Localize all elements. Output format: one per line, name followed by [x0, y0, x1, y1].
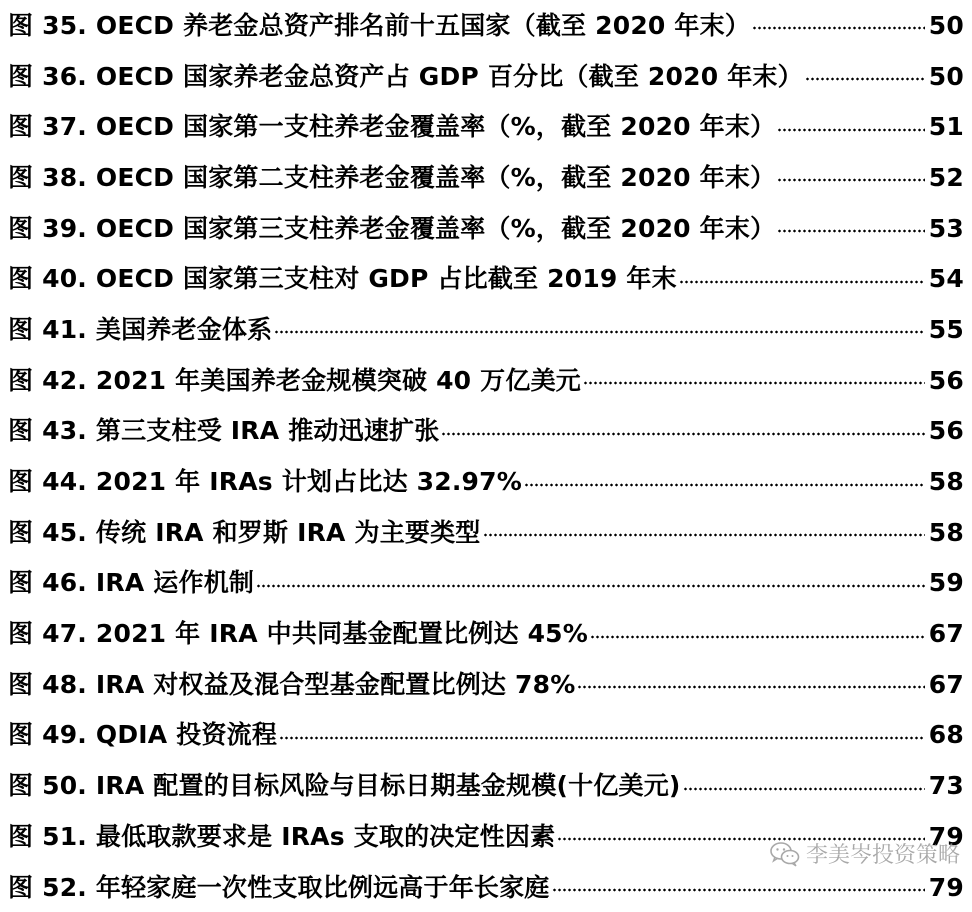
toc-entry[interactable] [8, 51, 964, 102]
toc-entry-page: 58 [928, 517, 964, 547]
dot-leader [583, 381, 925, 385]
toc-entry[interactable] [8, 608, 964, 659]
dot-leader [777, 229, 925, 233]
dot-leader [279, 736, 925, 740]
toc-entry-page: 52 [928, 162, 964, 192]
dot-leader [777, 178, 925, 182]
toc-entry-page: 79 [928, 872, 964, 902]
toc-entry-title: 图 36. OECD 国家养老金总资产占 GDP 百分比（截至 2020 年末） [8, 61, 803, 91]
toc-entry[interactable] [8, 558, 964, 609]
toc-entry-title: 图 40. OECD 国家第三支柱对 GDP 占比截至 2019 年末 [8, 264, 677, 294]
toc-entry-title: 图 37. OECD 国家第一支柱养老金覆盖率（%，截至 2020 年末） [8, 112, 776, 142]
dot-leader [752, 26, 925, 30]
toc-entry-title: 图 41. 美国养老金体系 [8, 314, 273, 344]
dot-leader [441, 432, 924, 436]
toc-entry-title: 图 39. OECD 国家第三支柱养老金覆盖率（%，截至 2020 年末） [8, 213, 776, 243]
dot-leader [777, 128, 925, 132]
toc-entry-page: 58 [928, 467, 964, 497]
toc-entry-page: 50 [928, 61, 964, 91]
toc-entry-title: 图 52. 年轻家庭一次性支取比例远高于年长家庭 [8, 872, 550, 902]
toc-entry[interactable] [8, 406, 964, 457]
toc-entry[interactable] [8, 710, 964, 761]
toc-entry-page: 55 [928, 314, 964, 344]
toc-entry-page: 54 [928, 264, 964, 294]
dot-leader [274, 330, 925, 334]
toc-entry-page: 56 [928, 365, 964, 395]
toc-entry[interactable] [8, 456, 964, 507]
toc-entry-page: 73 [928, 771, 964, 801]
dot-leader [679, 280, 925, 284]
toc-entry-page: 50 [928, 10, 964, 40]
toc-entry-title: 图 42. 2021 年美国养老金规模突破 40 万亿美元 [8, 365, 581, 395]
dot-leader [557, 837, 925, 841]
toc-entry-page: 51 [928, 112, 964, 142]
toc-entry-title: 图 49. QDIA 投资流程 [8, 720, 278, 750]
toc-entry[interactable] [8, 659, 964, 710]
toc-entry[interactable] [8, 304, 964, 355]
watermark-text: 李美岑投资策略 [805, 843, 960, 868]
dot-leader [552, 888, 925, 892]
toc-entry-page: 68 [928, 720, 964, 750]
dot-leader [683, 787, 925, 791]
toc-entry[interactable] [8, 203, 964, 254]
toc-entry-title: 图 44. 2021 年 IRAs 计划占比达 32.97% [8, 467, 522, 497]
dot-leader [483, 533, 925, 537]
toc-entry-page: 56 [928, 416, 964, 446]
toc-entry-page: 59 [928, 568, 964, 598]
toc-entry-title: 图 46. IRA 运作机制 [8, 568, 255, 598]
toc-entry[interactable] [8, 101, 964, 152]
toc-entry[interactable] [8, 355, 964, 406]
figure-index-list [8, 0, 964, 912]
toc-entry[interactable] [8, 253, 964, 304]
toc-entry-title: 图 51. 最低取款要求是 IRAs 支取的决定性因素 [8, 821, 556, 851]
toc-entry-title: 图 47. 2021 年 IRA 中共同基金配置比例达 45% [8, 619, 589, 649]
toc-entry-page: 67 [928, 669, 964, 699]
toc-entry-page: 53 [928, 213, 964, 243]
toc-entry[interactable] [8, 862, 964, 912]
toc-entry-title: 图 50. IRA 配置的目标风险与目标日期基金规模(十亿美元) [8, 771, 681, 801]
dot-leader [256, 584, 925, 588]
toc-entry-title: 图 38. OECD 国家第二支柱养老金覆盖率（%，截至 2020 年末） [8, 162, 776, 192]
toc-entry-title: 图 43. 第三支柱受 IRA 推动迅速扩张 [8, 416, 440, 446]
toc-entry-title: 图 45. 传统 IRA 和罗斯 IRA 为主要类型 [8, 517, 481, 547]
toc-entry-page: 67 [928, 619, 964, 649]
toc-entry-title: 图 35. OECD 养老金总资产排名前十五国家（截至 2020 年末） [8, 10, 751, 40]
dot-leader [805, 77, 925, 81]
dot-leader [524, 483, 925, 487]
toc-entry[interactable] [8, 507, 964, 558]
toc-entry-page: 79 [928, 821, 964, 851]
dot-leader [577, 685, 924, 689]
toc-entry[interactable] [8, 0, 964, 51]
dot-leader [590, 635, 925, 639]
toc-entry[interactable] [8, 811, 964, 862]
toc-entry[interactable] [8, 152, 964, 203]
toc-entry[interactable] [8, 760, 964, 811]
toc-entry-title: 图 48. IRA 对权益及混合型基金配置比例达 78% [8, 669, 576, 699]
